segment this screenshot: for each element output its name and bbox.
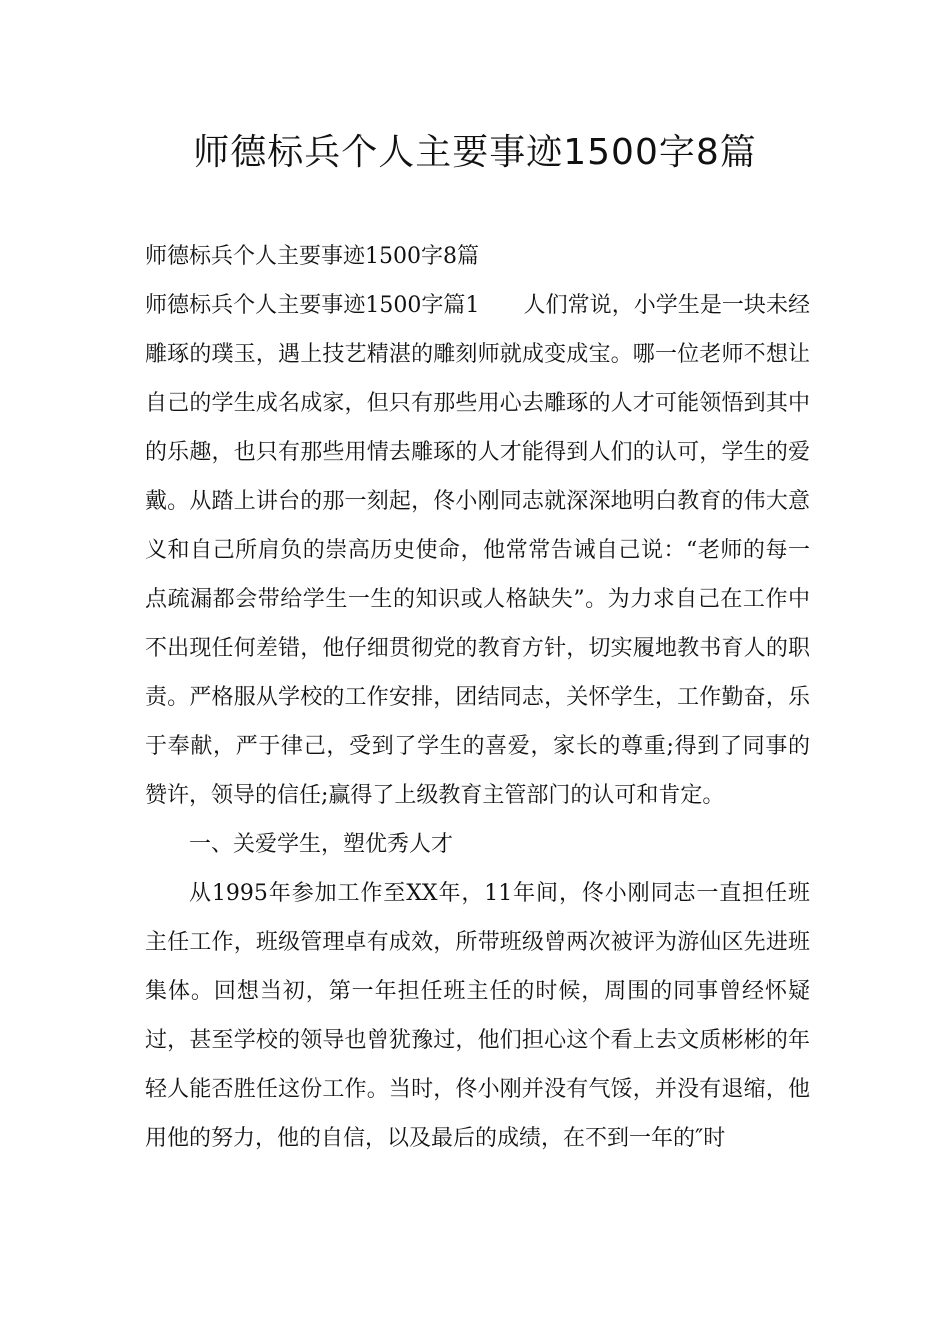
body-paragraph: 从1995年参加工作至XX年，11年间，佟小刚同志一直担任班主任工作，班级管理卓有成效，所带班级曾两次被评为游仙区先进班集体。回想当初，第一年担任班主任的时候，周围的同事曾经怀疑过，甚至学校的领导也曾犹豫过，他们担心这个看上去文质彬彬的年轻人能否胜任这份工作。当时，佟小刚并没有气馁，并没有退缩，他用他的努力，他的自信，以及最后的成绩，在不到一年的″时 xyxy=(145,881,810,1151)
body-paragraph: 师德标兵个人主要事迹1500字篇1 人们常说，小学生是一块未经雕琢的璞玉，遇上技艺精湛的雕刻师就成变成宝。哪一位老师不想让自己的学生成名成家，但只有那些用心去雕琢的人才可能领悟到其中的乐趣，也只有那些用情去雕琢的人才能得到人们的认可，学生的爱戴。从踏上讲台的那一刻起，佟小刚同志就深深地明白教育的伟大意义和自己所肩负的崇高历史使命，他常常告诫自己说：“老师的每一点疏漏都会带给学生一生的知识或人格缺失”。为力求自己在工作中不出现任何差错，他仔细贯彻党的教育方针，切实履地教书育人的职责。严格服从学校的工作安排，团结同志，关怀学生，工作勤奋，乐于奉献，严于律己，受到了学生的喜爱，家长的尊重;得到了同事的赞许，领导的信任;赢得了上级教育主管部门的认可和肯定。 xyxy=(145,293,810,808)
document-title: 师德标兵个人主要事迹1500字8篇 xyxy=(193,132,757,173)
section-heading: 一、关爱学生，塑优秀人才 xyxy=(189,832,454,857)
subtitle-paragraph: 师德标兵个人主要事迹1500字8篇 xyxy=(145,244,479,269)
document-body xyxy=(145,232,810,1163)
